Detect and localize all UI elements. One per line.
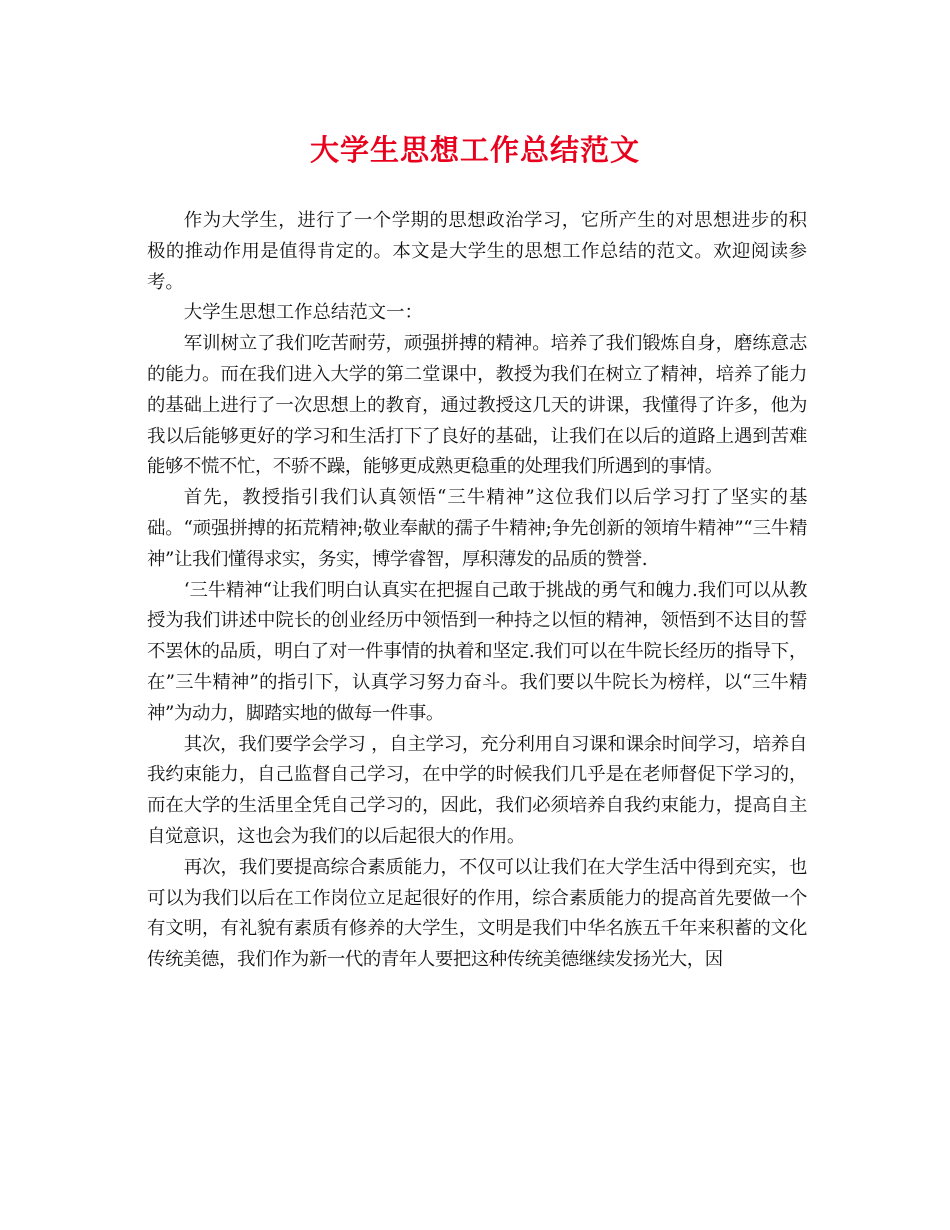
body-paragraph: 其次，我们要学会学习 ，自主学习，充分利用自习课和课余时间学习，培养自我约束能力，自己监督自己学习，在中学的时候我们几乎是在老师督促下学习的，而在大学的生活里全凭自己学习的，因此，我们必须培养自我约束能力，提高自主自觉意识，这也会为我们的以后起很大的作用。 [147,733,807,847]
body-paragraph: ‘三牛精神“让我们明白认真实在把握自己敢于挑战的勇气和魄力.我们可以从教授为我们讲述中院长的创业经历中领悟到一种持之以恒的精神，领悟到不达目的誓不罢休的品质，明白了对一件事情的执着和坚定.我们可以在牛院长经历的指导下，在”三牛精神”的指引下，认真学习努力奋斗。我们要以牛院长为榜样，以“三牛精神”为动力，脚踏实地的做每一件事。 [147,579,807,724]
body-paragraph: 再次，我们要提高综合素质能力，不仅可以让我们在大学生活中得到充实，也可以为我们以后在工作岗位立足起很好的作用，综合素质能力的提高首先要做一个有文明，有礼貌有素质有修养的大学生，文明是我们中华名族五千年来积蓄的文化传统美德，我们作为新一代的青年人要把这种传统美德继续发扬光大，因 [147,856,807,971]
intro-paragraph: 作为大学生，进行了一个学期的思想政治学习，它所产生的对思想进步的积极的推动作用是值得肯定的。本文是大学生的思想工作总结的范文。欢迎阅读参考。 [147,210,807,293]
body-paragraph: 军训树立了我们吃苦耐劳，顽强拼搏的精神。培养了我们锻炼自身，磨练意志的能力。而在我们进入大学的第二堂课中，教授为我们在树立了精神，培养了能力的基础上进行了一次思想上的教育，通过教授这几天的讲课，我懂得了许多，他为我以后能够更好的学习和生活打下了良好的基础，让我们在以后的道路上遇到苦难能够不慌不忙，不骄不躁，能够更成熟更稳重的处理我们所遇到的事情。 [147,333,807,478]
page-title: 大学生思想工作总结范文 [309,133,640,167]
body-paragraph: 首先，教授指引我们认真领悟“三牛精神”这位我们以后学习打了坚实的基础。“顽强拼搏的拓荒精神;敬业奉献的孺子牛精神;争先创新的领堉牛精神”“三牛精神”让我们懂得求实，务实，博学睿智，厚积薄发的品质的赞誉. [147,487,807,570]
document-body [147,206,807,976]
section-heading: 大学生思想工作总结范文一： [183,302,423,324]
